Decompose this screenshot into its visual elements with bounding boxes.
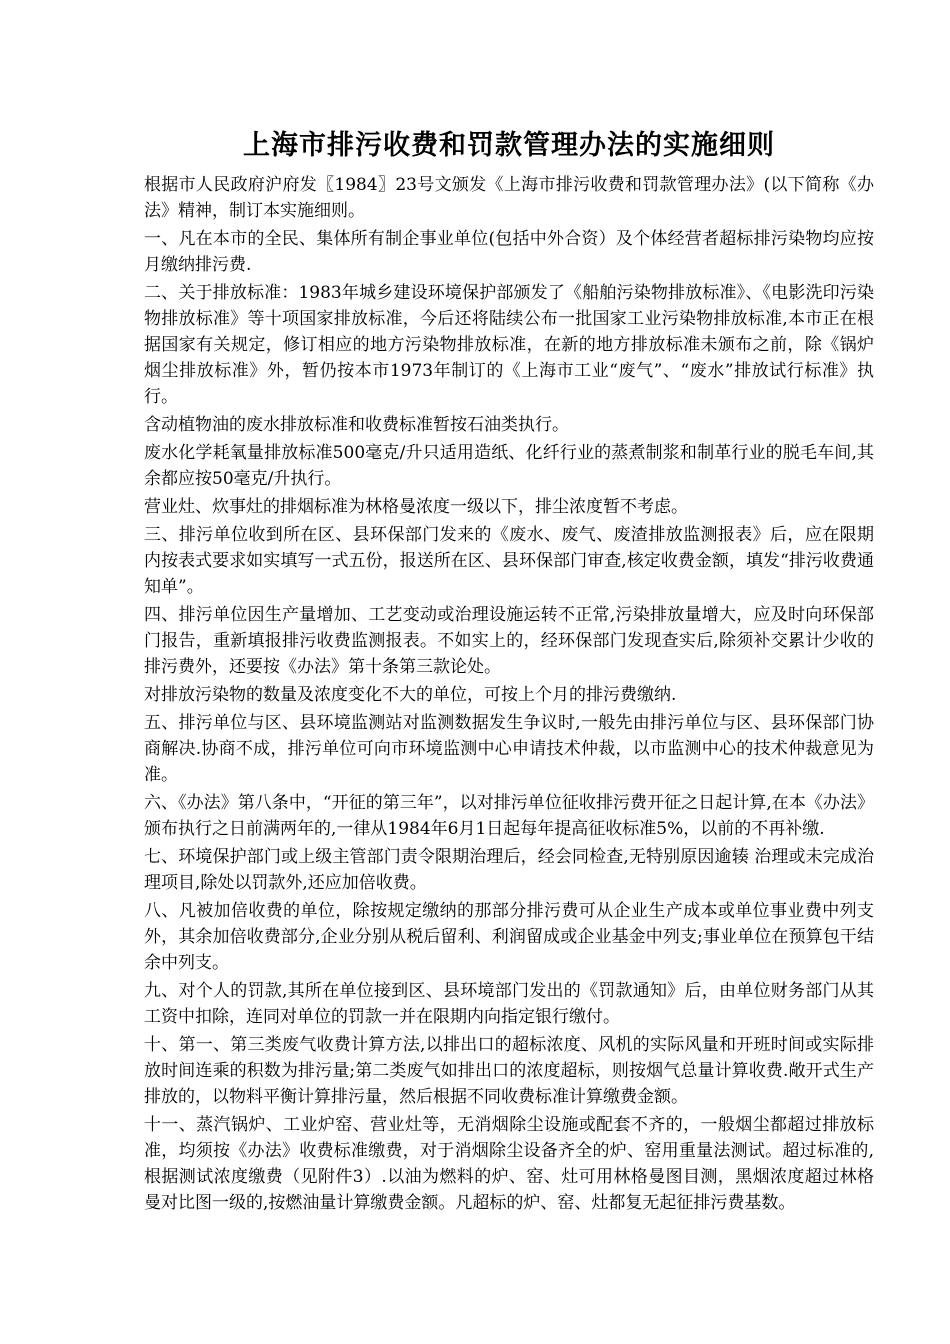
paragraph-article-2: 二、关于排放标准：1983年城乡建设环境保护部颁发了《船舶污染物排放标准》、《电影洗印污染物排放标准》等十项国家排放标准，今后还将陆续公布一批国家工业污染物排放标准,本市正在根据国家有关规定，修订相应的地方污染物排放标准，在新的地方排放标准未颁布之前，除《锅炉烟尘排放标准》外，暂仍按本市1973年制订的《上海市工业“废气”、“废水”排放试行标准》执行。 (144, 283, 874, 407)
paragraph-article-6: 六、《办法》第八条中，“开征的第三年”，以对排污单位征收排污费开征之日起计算,在本《办法》颁布执行之日前满两年的,一律从1984年6月1日起每年提高征收标准5%，以前的不再补缴. (144, 793, 874, 839)
paragraph-article-4-note: 对排放污染物的数量及浓度变化不大的单位，可按上个月的排污费缴纳. (144, 685, 677, 705)
document-title: 上海市排污收费和罚款管理办法的实施细则 (243, 130, 775, 161)
paragraph-article-2-stove: 营业灶、炊事灶的排烟标准为林格曼浓度一级以下，排尘浓度暂不考虑。 (144, 497, 688, 517)
paragraph-article-2-oil: 含动植物油的废水排放标准和收费标准暂按石油类执行。 (144, 415, 569, 435)
paragraph-preamble: 根据市人民政府沪府发〖1984〗23号文颁发《上海市排污收费和罚款管理办法》(以下简称《办法》精神，制订本实施细则。 (144, 175, 874, 221)
paragraph-article-5: 五、排污单位与区、县环境监测站对监测数据发生争议时,一般先由排污单位与区、县环保部门协商解决.协商不成，排污单位可向市环境监测中心申请技术仲裁，以市监测中心的技术仲裁意见为准。 (144, 713, 874, 785)
paragraph-article-8: 八、凡被加倍收费的单位，除按规定缴纳的那部分排污费可从企业生产成本或单位事业费中列支外，其余加倍收费部分,企业分别从税后留利、利润留成或企业基金中列支;事业单位在预算包干结余中列支。 (144, 901, 874, 973)
paragraph-article-1: 一、凡在本市的全民、集体所有制企事业单位(包括中外合资）及个体经营者超标排污染物均应按月缴纳排污费. (144, 229, 874, 275)
paragraph-article-10: 十、第一、第三类废气收费计算方法,以排出口的超标浓度、风机的实际风量和开班时间或实际排放时间连乘的积数为排污量;第二类废气如排出口的浓度超标，则按烟气总量计算收费.敞开式生产排放的，以物料平衡计算排污量，然后根据不同收费标准计算缴费金额。 (144, 1035, 874, 1107)
paragraph-article-3: 三、排污单位收到所在区、县环保部门发来的《废水、废气、废渣排放监测报表》后，应在限期内按表式要求如实填写一式五份，报送所在区、县环保部门审查,核定收费金额，填发“排污收费通知单”。 (144, 525, 874, 597)
paragraph-article-4: 四、排污单位因生产量增加、工艺变动或治理设施运转不正常,污染排放量增大，应及时向环保部门报告，重新填报排污收费监测报表。不如实上的，经环保部门发现查实后,除须补交累计少收的排污费外，还要按《办法》第十条第三款论处。 (144, 605, 874, 677)
paragraph-article-9: 九、对个人的罚款,其所在单位接到区、县环境部门发出的《罚款通知》后，由单位财务部门从其工资中扣除，连同对单位的罚款一并在限期内向指定银行缴付。 (144, 981, 874, 1027)
paragraph-article-7: 七、环境保护部门或上级主管部门责令限期治理后，经会同检查,无特别原因逾辏 治理或未完成治理项目,除处以罚款外,还应加倍收费。 (144, 847, 874, 893)
paragraph-article-11: 十一、蒸汽锅炉、工业炉窑、营业灶等，无消烟除尘设施或配套不齐的，一般烟尘都超过排放标准，均须按《办法》收费标准缴费，对于消烟除尘设备齐全的炉、窑用重量法测试。超过标准的,根据测试浓度缴费（见附件3）.以油为燃料的炉、窑、灶可用林格曼图目测，黑烟浓度超过林格曼对比图一级的,按燃油量计算缴费金额。凡超标的炉、窑、灶都复无起征排污费基数。 (144, 1115, 874, 1213)
document-page (144, 126, 874, 1218)
paragraph-article-2-cod: 废水化学耗氧量排放标准500毫克/升只适用造纸、化纤行业的蒸煮制浆和制革行业的脱毛车间,其余都应按50毫克/升执行。 (144, 443, 874, 489)
